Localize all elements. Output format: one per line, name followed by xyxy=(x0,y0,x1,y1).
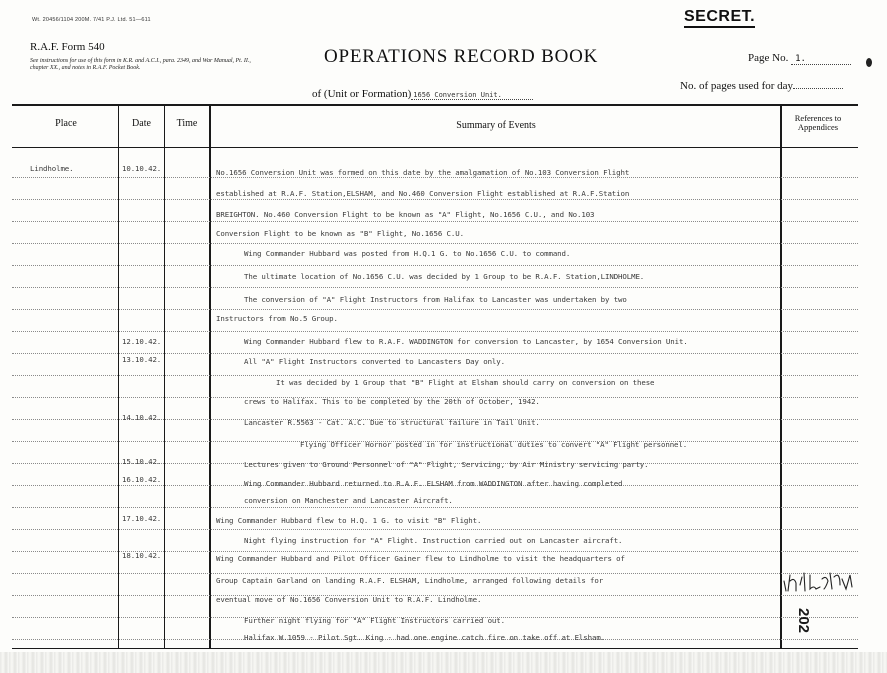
date-cell: 16.10.42. xyxy=(122,475,162,484)
date-cell: 14.10.42. xyxy=(122,413,162,422)
page-title: OPERATIONS RECORD BOOK xyxy=(324,46,599,67)
summary-line: Flying Officer Hornor posted in for instructional duties to convert "A" Flight personnel. xyxy=(300,440,688,449)
summary-line: conversion on Manchester and Lancaster Aircraft. xyxy=(244,496,453,505)
ruled-line xyxy=(12,177,858,178)
ruled-line xyxy=(12,353,858,354)
classification-label: SECRET. xyxy=(684,8,755,28)
summary-line: Wing Commander Hubbard flew to R.A.F. WADDINGTON for conversion to Lancaster, by 1654 Conversion Unit. xyxy=(244,337,688,346)
table-bottom-rule xyxy=(12,648,858,649)
ruled-line xyxy=(12,199,858,200)
date-cell: 12.10.42. xyxy=(122,337,162,346)
summary-line: Instructors from No.5 Group. xyxy=(216,314,338,323)
summary-line: Group Captain Garland on landing R.A.F. ELSHAM, Lindholme, arranged following details for xyxy=(216,576,604,585)
ruled-line xyxy=(12,573,858,574)
folio-stamp: 202 xyxy=(795,608,812,634)
date-cell: 13.10.42. xyxy=(122,355,162,364)
summary-line: eventual move of No.1656 Conversion Unit to R.A.F. Lindholme. xyxy=(216,595,482,604)
date-cell: 10.10.42. xyxy=(122,164,162,173)
ruled-line xyxy=(12,331,858,332)
summary-line: Wing Commander Hubbard was posted from H.Q.1 G. to No.1656 C.U. to command. xyxy=(244,249,571,258)
ruled-line xyxy=(12,221,858,222)
summary-line: Wing Commander Hubbard flew to H.Q. 1 G. to visit "B" Flight. xyxy=(216,516,482,525)
column-header-references: References to Appendices xyxy=(794,113,842,132)
col-rule-3 xyxy=(209,106,211,648)
pages-used-blank xyxy=(793,88,843,89)
scan-edge xyxy=(0,652,887,673)
summary-line: established at R.A.F. Station,ELSHAM, and No.460 Conversion Flight established at R.A.F.Station xyxy=(216,189,630,198)
summary-line: Wing Commander Hubbard returned to R.A.F. ELSHAM from WADDINGTON after having completed xyxy=(244,479,623,488)
punch-hole xyxy=(866,58,872,67)
place-cell: Lindholme. xyxy=(30,164,74,173)
summary-line: Night flying instruction for "A" Flight. Instruction carried out on Lancaster aircraft. xyxy=(244,536,623,545)
summary-line: BREIGHTON. No.460 Conversion Flight to be known as "A" Flight, No.1656 C.U., and No.103 xyxy=(216,210,595,219)
unit-field xyxy=(312,88,533,100)
column-header-date: Date xyxy=(132,118,151,129)
ruled-line xyxy=(12,309,858,310)
header-bottom-rule xyxy=(12,147,858,148)
column-header-time: Time xyxy=(176,118,198,129)
summary-line: The ultimate location of No.1656 C.U. was decided by 1 Group to be R.A.F. Station,LINDHOLME. xyxy=(244,272,645,281)
ruled-line xyxy=(12,375,858,376)
summary-line: Conversion Flight to be known as "B" Flight, No.1656 C.U. xyxy=(216,229,464,238)
summary-line: The conversion of "A" Flight Instructors from Halifax to Lancaster was undertaken by two xyxy=(244,295,627,304)
page-number-field xyxy=(748,52,851,65)
col-rule-2 xyxy=(164,106,165,648)
pages-used-label: No. of pages used for day xyxy=(680,80,794,92)
ruled-line xyxy=(12,507,858,508)
ruled-line xyxy=(12,243,858,244)
date-cell: 17.10.42. xyxy=(122,514,162,523)
summary-line: No.1656 Conversion Unit was formed on this date by the amalgamation of No.103 Conversion Flight xyxy=(216,168,630,177)
summary-line: Halifax W.1059 - Pilot Sgt. King - had one engine catch fire on take off at Elsham. xyxy=(244,633,606,642)
column-header-summary: Summary of Events xyxy=(456,120,536,131)
ruled-line xyxy=(12,265,858,266)
table-top-rule xyxy=(12,104,858,106)
summary-line: Lancaster R.5563 - Cat. A.C. Due to structural failure in Tail Unit. xyxy=(244,418,540,427)
summary-line: Lectures given to Ground Personnel of "A" Flight, Servicing, by Air Ministry servicing party. xyxy=(244,460,649,469)
ruled-line xyxy=(12,529,858,530)
form-number: R.A.F. Form 540 xyxy=(30,41,105,53)
unit-label: of (Unit or Formation) xyxy=(312,88,412,100)
column-header-place: Place xyxy=(55,118,77,129)
ruled-line xyxy=(12,287,858,288)
pages-used-field xyxy=(680,80,843,92)
summary-line: It was decided by 1 Group that "B" Flight at Elsham should carry on conversion on these xyxy=(276,378,655,387)
page-number-value: 1. xyxy=(791,54,851,65)
summary-line: Further night flying for "A" Flight Instructors carried out. xyxy=(244,616,505,625)
summary-line: All "A" Flight Instructors converted to Lancasters Day only. xyxy=(244,357,505,366)
date-cell: 18.10.42. xyxy=(122,551,162,560)
summary-line: Wing Commander Hubbard and Pilot Officer Gainer flew to Lindholme to visit the headquarters of xyxy=(216,554,625,563)
page-number-label: Page No. xyxy=(748,52,789,64)
summary-line: crews to Halifax. This to be completed by the 20th of October, 1942. xyxy=(244,397,540,406)
form-instructions: See instructions for use of this form in K.R. and A.C.I., para. 2349, and War Manual, Pt. II., chapter XX., and notes in R.A.F. Pocket Book. xyxy=(30,58,251,71)
date-cell: 15.10.42. xyxy=(122,457,162,466)
handwritten-appendix-note xyxy=(780,567,858,593)
print-code: Wt. 20456/1104 200M. 7/41 P.J. Ltd. 51—611 xyxy=(32,17,151,23)
col-rule-1 xyxy=(118,106,119,648)
unit-value: 1656 Conversion Unit. xyxy=(411,91,533,100)
